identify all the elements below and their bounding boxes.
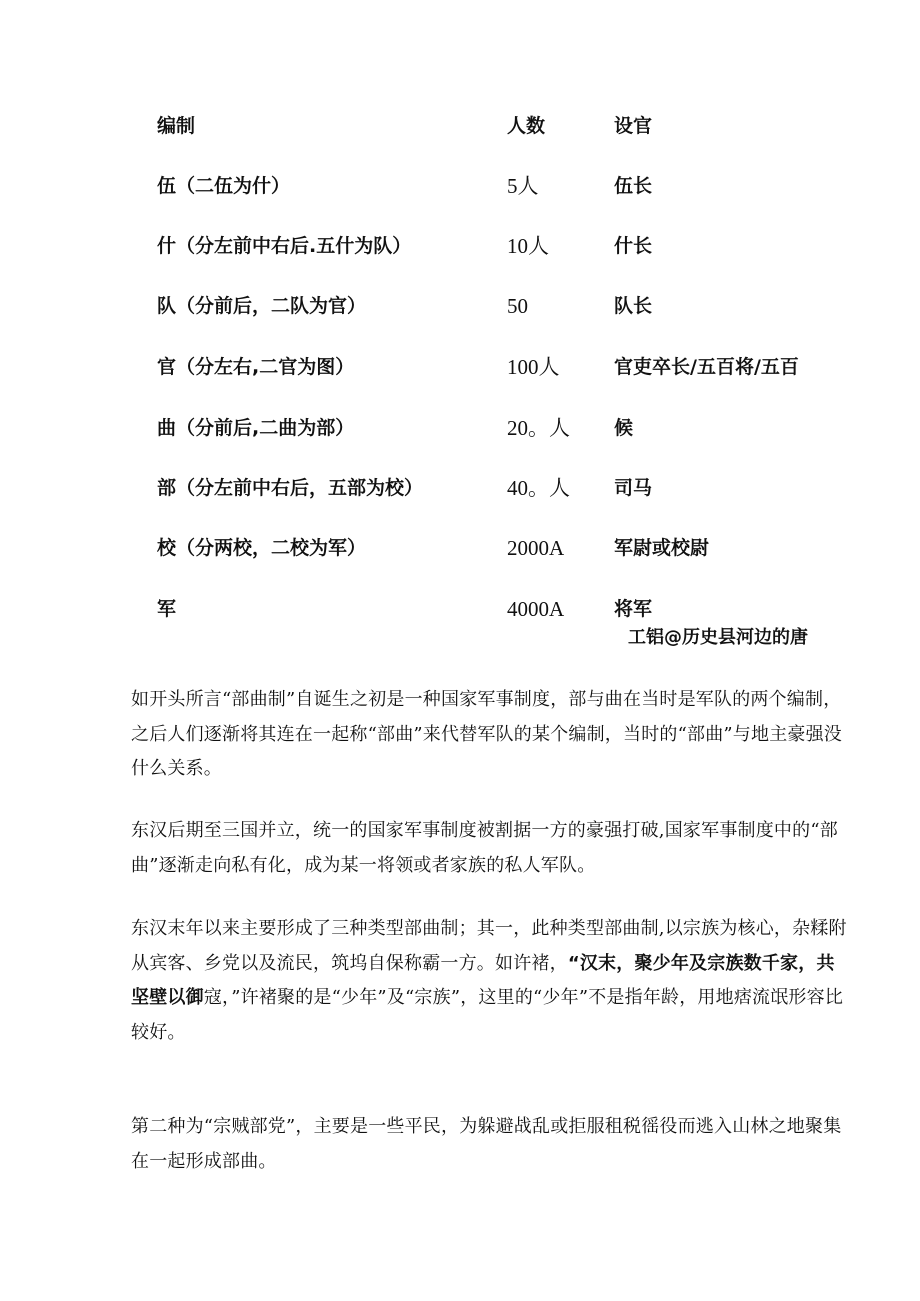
unit-count: 40。人: [507, 476, 570, 500]
unit-officer: 伍长: [614, 175, 653, 197]
unit-name: 校（分两校，二校为军）: [157, 537, 367, 559]
unit-name: 曲（分前后,二曲为部）: [157, 417, 355, 439]
paragraph-3-text-a: 东汉末年以来主要形成了三种类型部曲制；其一，此种类型部曲制,以宗族为核心，杂糅附从宾客、乡党以及流民，筑坞自保称霸一方。如许褚，: [131, 918, 847, 974]
unit-name: 什（分左前中右后.五什为队）: [157, 235, 412, 257]
unit-name: 官（分左右,二官为图）: [157, 356, 355, 378]
unit-count: 2000A: [507, 536, 565, 560]
unit-count: 10人: [507, 234, 549, 258]
table-row: [0, 535, 920, 575]
table-row: [0, 415, 920, 455]
table-row: [0, 293, 920, 333]
header-count: 人数: [507, 115, 546, 137]
unit-officer: 军尉或校尉: [614, 537, 710, 559]
paragraph-2: 东汉后期至三国并立，统一的国家军事制度被割据一方的豪强打破,国家军事制度中的“部曲”逐渐走向私有化，成为某一将领或者家族的私人军队。: [131, 820, 838, 876]
table-row: [0, 354, 920, 394]
unit-officer: 队长: [614, 295, 653, 317]
unit-count: 100人: [507, 355, 560, 379]
header-name: 编制: [157, 115, 196, 137]
table-row: [0, 475, 920, 515]
unit-name: 部（分左前中右后，五部为校）: [157, 477, 424, 499]
header-officer: 设官: [614, 115, 653, 137]
unit-count: 5人: [507, 174, 539, 198]
paragraph-3-text-b: 寇，”许褚聚的是“少年”及“宗族”，这里的“少年”不是指年龄，用地痞流氓形容比较好。: [131, 987, 844, 1043]
paragraph-4: 第二种为“宗贼部党”，主要是一些平民，为躲避战乱或拒服租税徭役而逃入山林之地聚集在一起形成部曲。: [131, 1116, 842, 1172]
unit-name: 军: [157, 598, 177, 620]
unit-officer: 什长: [614, 235, 653, 257]
paragraph-3-quote: “汉末，聚少年及宗族数千家，共坚壁以御: [131, 952, 835, 1008]
unit-officer: 候: [614, 417, 634, 439]
unit-name: 伍（二伍为什）: [157, 175, 291, 197]
table-row: [0, 173, 920, 213]
unit-count: 20。人: [507, 416, 570, 440]
unit-officer: 官吏卒长/五百将/五百: [614, 356, 799, 378]
unit-name: 队（分前后，二队为官）: [157, 295, 367, 317]
unit-count: 4000A: [507, 597, 565, 621]
table-row: [0, 233, 920, 273]
unit-officer: 司马: [614, 477, 653, 499]
table-header: [0, 113, 920, 153]
unit-count: 50: [507, 294, 528, 318]
unit-officer: 将军: [614, 598, 653, 620]
paragraph-3: [131, 912, 851, 1050]
paragraph-1: 如开头所言“部曲制”自诞生之初是一种国家军事制度，部与曲在当时是军队的两个编制，之后人们逐渐将其连在一起称“部曲”来代替军队的某个编制，当时的“部曲”与地主豪强没什么关系。: [131, 689, 843, 779]
watermark: 工铝@历史县河边的唐: [628, 627, 808, 648]
